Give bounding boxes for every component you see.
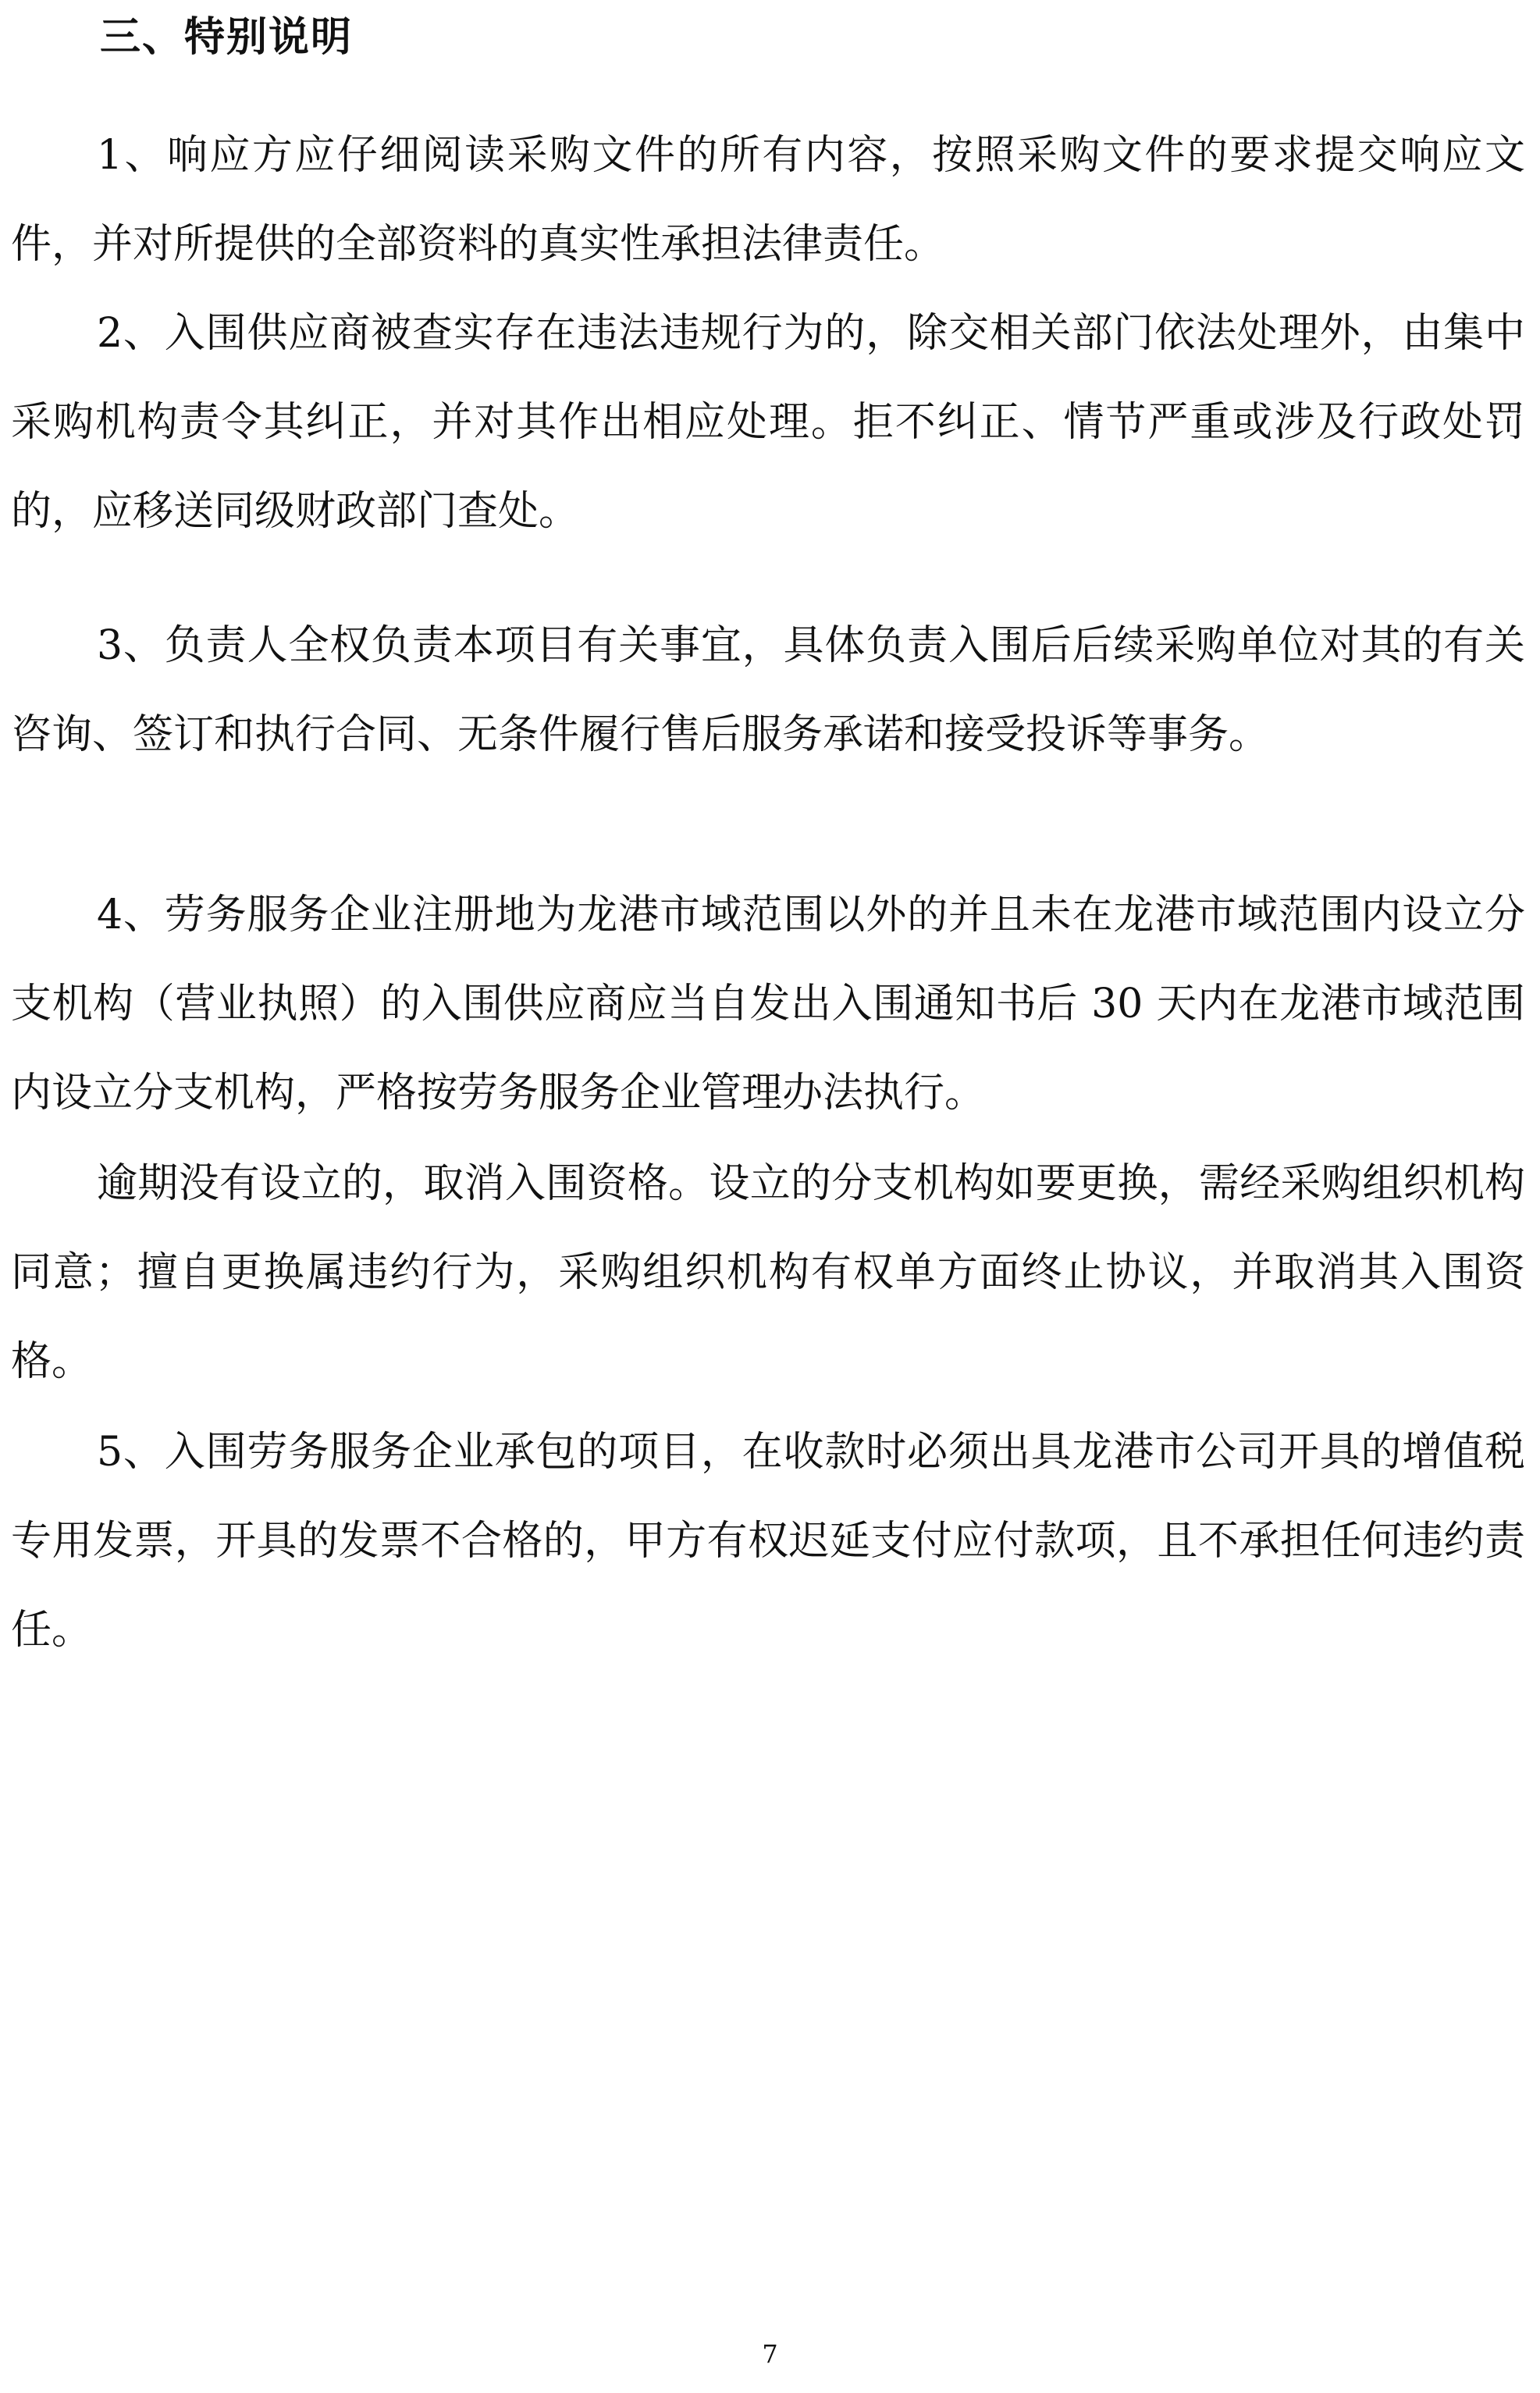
paragraph-1: 1、响应方应仔细阅读采购文件的所有内容，按照采购文件的要求提交响应文件，并对所提供的全部资料的真实性承担法律责任。 bbox=[11, 132, 1525, 268]
paragraph-5: 逾期没有设立的，取消入围资格。设立的分支机构如要更换，需经采购组织机构同意；擅自更换属违约行为，采购组织机构有权单方面终止协议，并取消其入围资格。 bbox=[11, 1160, 1525, 1385]
paragraph-3: 3、负责人全权负责本项目有关事宜，具体负责入围后后续采购单位对其的有关咨询、签订和执行合同、无条件履行售后服务承诺和接受投诉等事务。 bbox=[11, 622, 1525, 758]
section-heading: 三、特别说明 bbox=[100, 14, 354, 61]
page-number: 7 bbox=[762, 2339, 778, 2369]
paragraph-6: 5、入围劳务服务企业承包的项目，在收款时必须出具龙港市公司开具的增值税专用发票，开具的发票不合格的，甲方有权迟延支付应付款项，且不承担任何违约责任。 bbox=[11, 1429, 1525, 1654]
paragraph-4: 4、劳务服务企业注册地为龙港市域范围以外的并且未在龙港市域范围内设立分支机构（营业执照）的入围供应商应当自发出入围通知书后 30 天内在龙港市域范围内设立分支机构，严格按劳务服务企业管理办法执行。 bbox=[11, 892, 1525, 1116]
paragraph-2: 2、入围供应商被查实存在违法违规行为的，除交相关部门依法处理外，由集中采购机构责令其纠正，并对其作出相应处理。拒不纠正、情节严重或涉及行政处罚的，应移送同级财政部门查处。 bbox=[11, 310, 1525, 535]
